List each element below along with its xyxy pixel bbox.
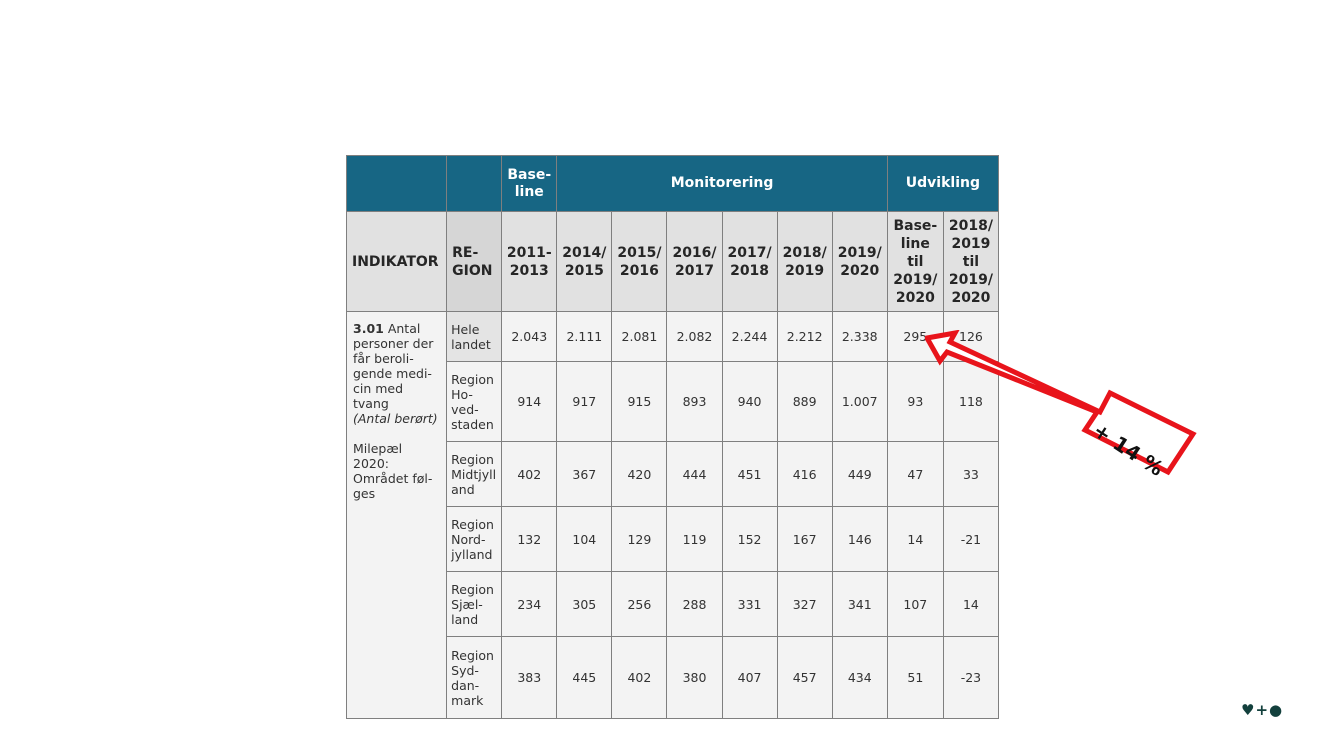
table-cell: 889 (777, 362, 832, 442)
table-cell: 93 (887, 362, 943, 442)
table-cell: 107 (887, 572, 943, 637)
table-cell: 915 (612, 362, 667, 442)
table-cell: 47 (887, 442, 943, 507)
region-name: Region Syd- dan- mark (447, 637, 502, 719)
table-cell: 152 (722, 507, 777, 572)
header-empty-indicator (347, 156, 447, 212)
header-empty-region (447, 156, 502, 212)
header-development: Udvikling (887, 156, 998, 212)
table-cell: 331 (722, 572, 777, 637)
table-cell: 2.081 (612, 312, 667, 362)
header-period: 2019/ 2020 (832, 212, 887, 312)
header-row-top (347, 156, 999, 212)
table-cell: 2.212 (777, 312, 832, 362)
indicator-description (347, 312, 447, 719)
table-cell: 1.007 (832, 362, 887, 442)
table-cell: 2.111 (557, 312, 612, 362)
table-cell: 327 (777, 572, 832, 637)
table-cell: 402 (502, 442, 557, 507)
region-name: Region Nord- jylland (447, 507, 502, 572)
table-cell: 341 (832, 572, 887, 637)
table-cell: 118 (943, 362, 998, 442)
header-row-sub (347, 212, 999, 312)
table-cell: 416 (777, 442, 832, 507)
region-name: Hele landet (447, 312, 502, 362)
table-cell: 449 (832, 442, 887, 507)
table-cell: 14 (943, 572, 998, 637)
table-cell: 2.244 (722, 312, 777, 362)
table-cell: 126 (943, 312, 998, 362)
table-cell: 444 (667, 442, 722, 507)
table-cell: 146 (832, 507, 887, 572)
table-cell: 305 (557, 572, 612, 637)
table-cell: 940 (722, 362, 777, 442)
table-cell: 2.043 (502, 312, 557, 362)
table-cell: 914 (502, 362, 557, 442)
table-cell: 33 (943, 442, 998, 507)
table-cell: -21 (943, 507, 998, 572)
region-name: Region Sjæl- land (447, 572, 502, 637)
header-period: 2011- 2013 (502, 212, 557, 312)
table-cell: 256 (612, 572, 667, 637)
table-cell: 420 (612, 442, 667, 507)
region-name: Region Midtjyll and (447, 442, 502, 507)
table-cell: 383 (502, 637, 557, 719)
brand-logo: ♥+● (1241, 701, 1284, 719)
header-monitoring: Monitorering (557, 156, 888, 212)
table-cell: 51 (887, 637, 943, 719)
table-cell: -23 (943, 637, 998, 719)
header-region: RE- GION (447, 212, 502, 312)
table-row (347, 312, 999, 362)
header-indicator: INDIKATOR (347, 212, 447, 312)
indicator-milestone: Milepæl 2020: Området føl-ges (353, 441, 433, 501)
table-cell: 434 (832, 637, 887, 719)
table-cell: 457 (777, 637, 832, 719)
table-cell: 380 (667, 637, 722, 719)
table-cell: 2.082 (667, 312, 722, 362)
header-period: 2016/ 2017 (667, 212, 722, 312)
indicator-table (346, 155, 999, 719)
table-cell: 295 (887, 312, 943, 362)
table-cell: 288 (667, 572, 722, 637)
callout-label: + 14 % (1088, 418, 1168, 481)
table-cell: 402 (612, 637, 667, 719)
header-period: 2014/ 2015 (557, 212, 612, 312)
header-dev-baseline: Base- line til 2019/ 2020 (887, 212, 943, 312)
header-dev-yearly: 2018/ 2019 til 2019/ 2020 (943, 212, 998, 312)
header-period: 2017/ 2018 (722, 212, 777, 312)
table-cell: 129 (612, 507, 667, 572)
table-cell: 234 (502, 572, 557, 637)
table-cell: 893 (667, 362, 722, 442)
indicator-code: 3.01 (353, 321, 384, 336)
table-cell: 104 (557, 507, 612, 572)
table-cell: 407 (722, 637, 777, 719)
table-cell: 2.338 (832, 312, 887, 362)
table-cell: 917 (557, 362, 612, 442)
indicator-text: Antal personer der får beroli-gende medi-cin med tvang (353, 321, 434, 411)
region-name: Region Ho- ved- staden (447, 362, 502, 442)
header-period: 2018/ 2019 (777, 212, 832, 312)
header-period: 2015/ 2016 (612, 212, 667, 312)
table-cell: 445 (557, 637, 612, 719)
table-cell: 451 (722, 442, 777, 507)
table-cell: 119 (667, 507, 722, 572)
header-baseline: Base- line (502, 156, 557, 212)
table-cell: 367 (557, 442, 612, 507)
table-cell: 132 (502, 507, 557, 572)
table-cell: 14 (887, 507, 943, 572)
indicator-note: (Antal berørt) (353, 411, 438, 426)
table-cell: 167 (777, 507, 832, 572)
